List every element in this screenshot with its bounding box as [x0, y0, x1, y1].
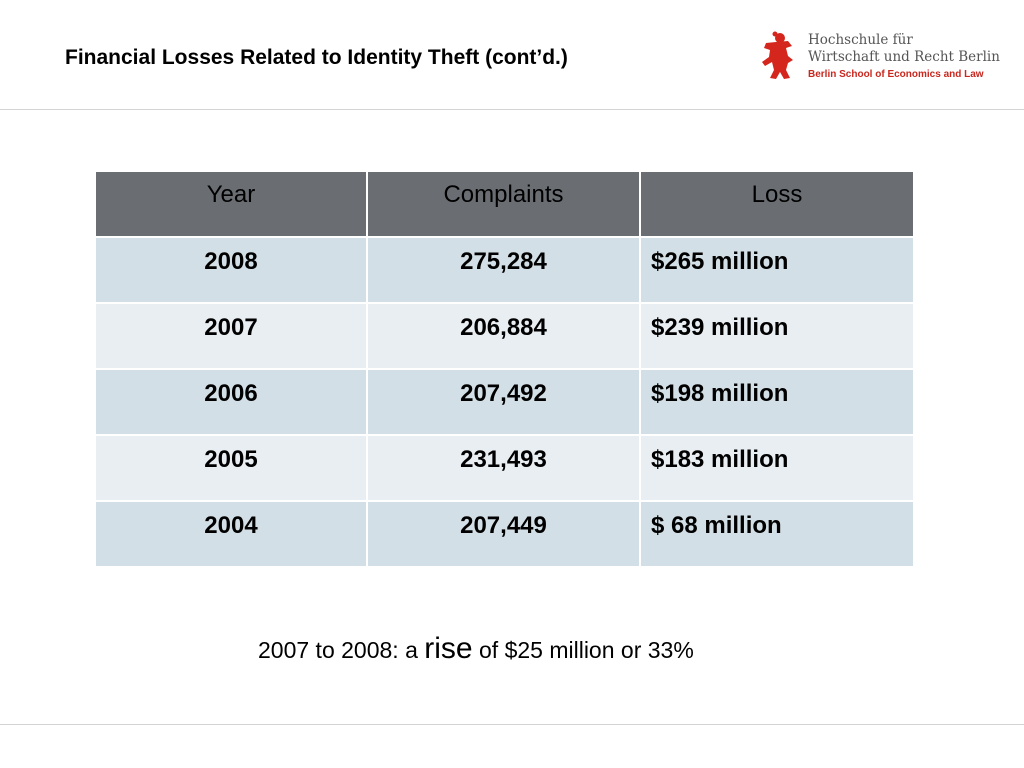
identity-theft-table — [94, 170, 915, 568]
note-emphasis: rise — [424, 632, 473, 665]
table-row — [95, 237, 914, 303]
cell-complaints: 207,492 — [367, 369, 640, 435]
cell-loss: $183 million — [640, 435, 914, 501]
cell-complaints: 231,493 — [367, 435, 640, 501]
table-header-row — [95, 171, 914, 237]
cell-complaints: 275,284 — [367, 237, 640, 303]
cell-year: 2006 — [95, 369, 367, 435]
column-header-year: Year — [95, 171, 367, 237]
column-header-loss: Loss — [640, 171, 914, 237]
cell-year: 2008 — [95, 237, 367, 303]
header-divider — [0, 109, 1024, 110]
university-logo — [760, 30, 1000, 86]
table-row — [95, 303, 914, 369]
cell-loss: $ 68 million — [640, 501, 914, 567]
slide-title: Financial Losses Related to Identity Theft (cont’d.) — [65, 46, 568, 69]
footer-divider — [0, 724, 1024, 725]
logo-text-line3: Berlin School of Economics and Law — [808, 69, 984, 80]
note-prefix: 2007 to 2008: a — [258, 637, 425, 663]
cell-loss: $265 million — [640, 237, 914, 303]
table-row — [95, 501, 914, 567]
note-suffix: of $25 million or 33% — [472, 637, 694, 663]
column-header-complaints: Complaints — [367, 171, 640, 237]
cell-loss: $198 million — [640, 369, 914, 435]
table-row — [95, 435, 914, 501]
logo-text-line2: Wirtschaft und Recht Berlin — [808, 49, 1000, 65]
cell-year: 2004 — [95, 501, 367, 567]
berlin-bear-icon — [760, 30, 796, 82]
logo-text-line1: Hochschule für — [808, 32, 913, 48]
cell-loss: $239 million — [640, 303, 914, 369]
cell-complaints: 207,449 — [367, 501, 640, 567]
cell-complaints: 206,884 — [367, 303, 640, 369]
table-row — [95, 369, 914, 435]
cell-year: 2005 — [95, 435, 367, 501]
cell-year: 2007 — [95, 303, 367, 369]
summary-note — [258, 632, 694, 666]
